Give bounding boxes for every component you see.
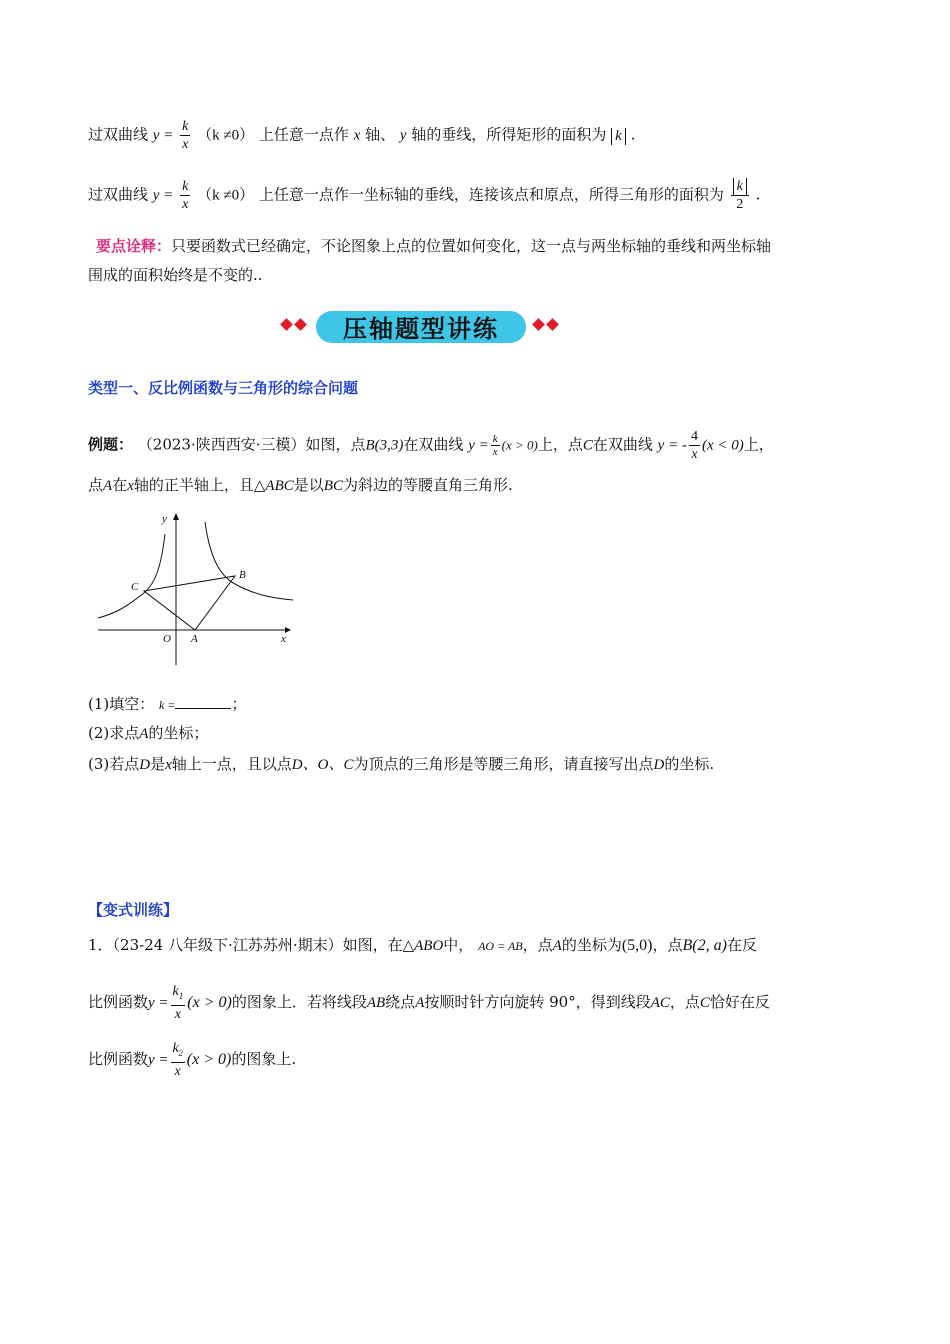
example-text: 在 [112, 476, 128, 494]
triangle-abo: △ABO [402, 938, 444, 954]
condition: (x > 0) [186, 1050, 232, 1068]
section-banner [278, 303, 564, 347]
diamond-icon [546, 318, 559, 331]
absolute-k: k [611, 128, 626, 145]
question-text: (1)填空： [88, 695, 155, 713]
triangle-abc: △ABC [253, 478, 294, 494]
x-axis-arrow [285, 627, 291, 633]
intro-text: 过双曲线 [88, 185, 149, 204]
point-a: A [103, 478, 113, 494]
diamond-icon [280, 318, 293, 331]
question-text: 是 [150, 755, 166, 773]
example-figure [95, 508, 300, 668]
fraction-numerator [731, 178, 749, 196]
practice-title: 【变式训练】 [88, 901, 179, 919]
var-x: x [165, 757, 172, 773]
practice-text: 的图象上. [231, 1049, 297, 1068]
label-x: x [281, 633, 286, 645]
equation-lhs: y = [468, 437, 489, 454]
intro-text: 轴、 [365, 125, 396, 144]
absolute-k: k [733, 178, 747, 195]
label-a: A [191, 633, 198, 645]
key-note-line-2 [88, 268, 263, 283]
k-symbol: k [172, 984, 179, 999]
intro-text: 过双曲线 [88, 125, 149, 144]
intro-text: 上任意一点作一坐标轴的垂线，连接该点和原点，所得三角形的面积为 [258, 185, 724, 204]
segment-ac: AC [650, 994, 670, 1011]
practice-text: ，点 [522, 936, 553, 954]
right-hyperbola [205, 522, 293, 600]
point-a: A [139, 726, 149, 742]
point-b: B(3,3) [365, 437, 404, 454]
condition: （k ≠0） [197, 187, 255, 204]
practice-text: 按顺时针方向旋转 90°，得到线段 [424, 992, 651, 1011]
practice-text: 1．（23-24 八年级下·江苏苏州·期末）如图，在 [88, 936, 403, 954]
fraction-k2-over-x [171, 1040, 185, 1080]
example-text: 轴的正半轴上，且 [133, 476, 254, 494]
practice-text: 的坐标为 [561, 936, 622, 954]
key-note-text: 围成的面积始终是不变的.. [88, 266, 263, 284]
coord-a: (5,0) [621, 937, 653, 954]
example-text: 上，点 [537, 435, 583, 454]
equation-lhs: y = [152, 127, 174, 144]
var-x: x [127, 478, 134, 494]
equation-ao-ab: AO = AB [478, 939, 523, 953]
banner-title: 压轴题型讲练 [343, 315, 499, 343]
period: . [755, 185, 761, 204]
practice-text: 比例函数 [88, 992, 149, 1011]
k-equals: k = [159, 698, 176, 712]
practice-line-3 [88, 1040, 296, 1080]
var-x: x [353, 127, 361, 144]
example-text: 在双曲线 [403, 435, 464, 454]
intro-line-1 [88, 118, 635, 153]
point-a: A [552, 938, 562, 954]
period: . [630, 125, 636, 144]
practice-text: ，点 [669, 992, 700, 1011]
diamond-icon [294, 318, 307, 331]
question-text: (2)求点 [88, 724, 140, 742]
fraction-denominator: x [691, 447, 698, 462]
question-text: 为顶点的三角形是等腰三角形，请直接写出点 [353, 755, 654, 773]
practice-text: 恰好在反 [709, 992, 770, 1011]
point-a: A [415, 994, 425, 1011]
triangle-abc-shape [144, 576, 235, 630]
fraction-denominator: x [492, 446, 498, 458]
equation-lhs: y = [148, 994, 169, 1011]
fraction-denominator: 2 [736, 197, 744, 212]
left-hyperbola [98, 534, 165, 618]
k-symbol: k [172, 1041, 179, 1056]
practice-line-2 [88, 983, 770, 1023]
fraction-numerator [171, 1040, 185, 1063]
question-text: (3)若点 [88, 755, 140, 773]
example-line-2 [88, 478, 513, 494]
practice-line-1 [88, 938, 757, 954]
equation-lhs: y = - [657, 437, 687, 454]
intro-text: 上任意一点作 [258, 125, 349, 144]
condition: (x > 0) [501, 437, 538, 453]
label-o: O [163, 633, 171, 645]
condition: (x < 0) [701, 437, 744, 454]
question-1 [88, 694, 246, 712]
example-label: 例题： [88, 435, 134, 454]
question-text: 轴上一点，且以点 [171, 755, 292, 773]
question-text: 的坐标. [664, 755, 715, 773]
fraction-numerator: k [182, 179, 189, 194]
fraction-k1-over-x [171, 983, 186, 1023]
segment-bc: BC [323, 478, 343, 494]
question-text: ； [231, 695, 247, 713]
question-3 [88, 757, 714, 773]
answer-blank[interactable] [175, 694, 231, 709]
fraction-abs-k-over-2 [731, 178, 749, 213]
label-c: C [131, 581, 139, 593]
key-note-label: 要点诠释： [96, 237, 172, 255]
point-d: D [653, 757, 665, 773]
question-2 [88, 726, 208, 742]
intro-line-2 [88, 178, 760, 213]
fraction-k-over-x [180, 118, 190, 153]
fraction-denominator: x [182, 197, 189, 212]
segment-ab: AB [366, 994, 386, 1011]
fraction-k-over-x [491, 433, 500, 458]
y-axis-arrow [173, 513, 179, 520]
practice-text: 在反 [726, 936, 757, 954]
point-c: C [582, 437, 593, 454]
fraction-k-over-x [180, 178, 190, 213]
key-note-line-1 [96, 239, 771, 254]
fraction-denominator: x [174, 1063, 181, 1079]
example-text: 为斜边的等腰直角三角形. [342, 476, 513, 494]
intro-text: 轴的垂线，所得矩形的面积为 [411, 125, 607, 144]
equation-lhs: y = [148, 1051, 169, 1068]
practice-text: 中， [443, 936, 474, 954]
point-d: D [139, 757, 151, 773]
subscript: 1 [178, 990, 184, 1001]
question-text: 的坐标； [148, 724, 209, 742]
practice-text: 比例函数 [88, 1049, 149, 1068]
label-y: y [162, 513, 167, 525]
equation-lhs: y = [152, 187, 174, 204]
example-line-1 [88, 428, 774, 463]
point-b: B(2, a) [682, 937, 727, 954]
example-text: 在双曲线 [592, 435, 653, 454]
example-text: 点 [88, 476, 104, 494]
fraction-denominator: x [174, 1006, 182, 1022]
var-y: y [399, 127, 407, 144]
fraction-numerator: k [492, 433, 498, 445]
fraction-numerator: k [182, 119, 189, 134]
example-text: （2023·陕西西安·三模）如图，点 [137, 435, 366, 454]
fraction-denominator: x [182, 137, 189, 152]
subscript: 2 [178, 1048, 183, 1058]
fraction-4-over-x [689, 428, 700, 463]
label-b: B [239, 569, 246, 581]
practice-text: ，点 [652, 936, 683, 954]
fraction-numerator: 4 [690, 429, 698, 444]
condition: （k ≠0） [197, 127, 255, 144]
practice-text: 的图象上．若将线段 [231, 992, 367, 1011]
practice-text: 绕点 [385, 992, 416, 1011]
diamond-icon [532, 318, 545, 331]
key-note-text: 只要函数式已经确定，不论图象上点的位置如何变化，这一点与两坐标轴的垂线和两坐标轴 [171, 237, 772, 255]
example-text: 是以 [293, 476, 324, 494]
fraction-numerator [171, 983, 186, 1006]
point-c: C [699, 994, 710, 1011]
points-doc: D、O、C [291, 757, 354, 773]
example-text: 上， [743, 435, 774, 454]
section-title: 类型一、反比例函数与三角形的综合问题 [88, 379, 359, 397]
condition: (x > 0) [187, 993, 232, 1011]
